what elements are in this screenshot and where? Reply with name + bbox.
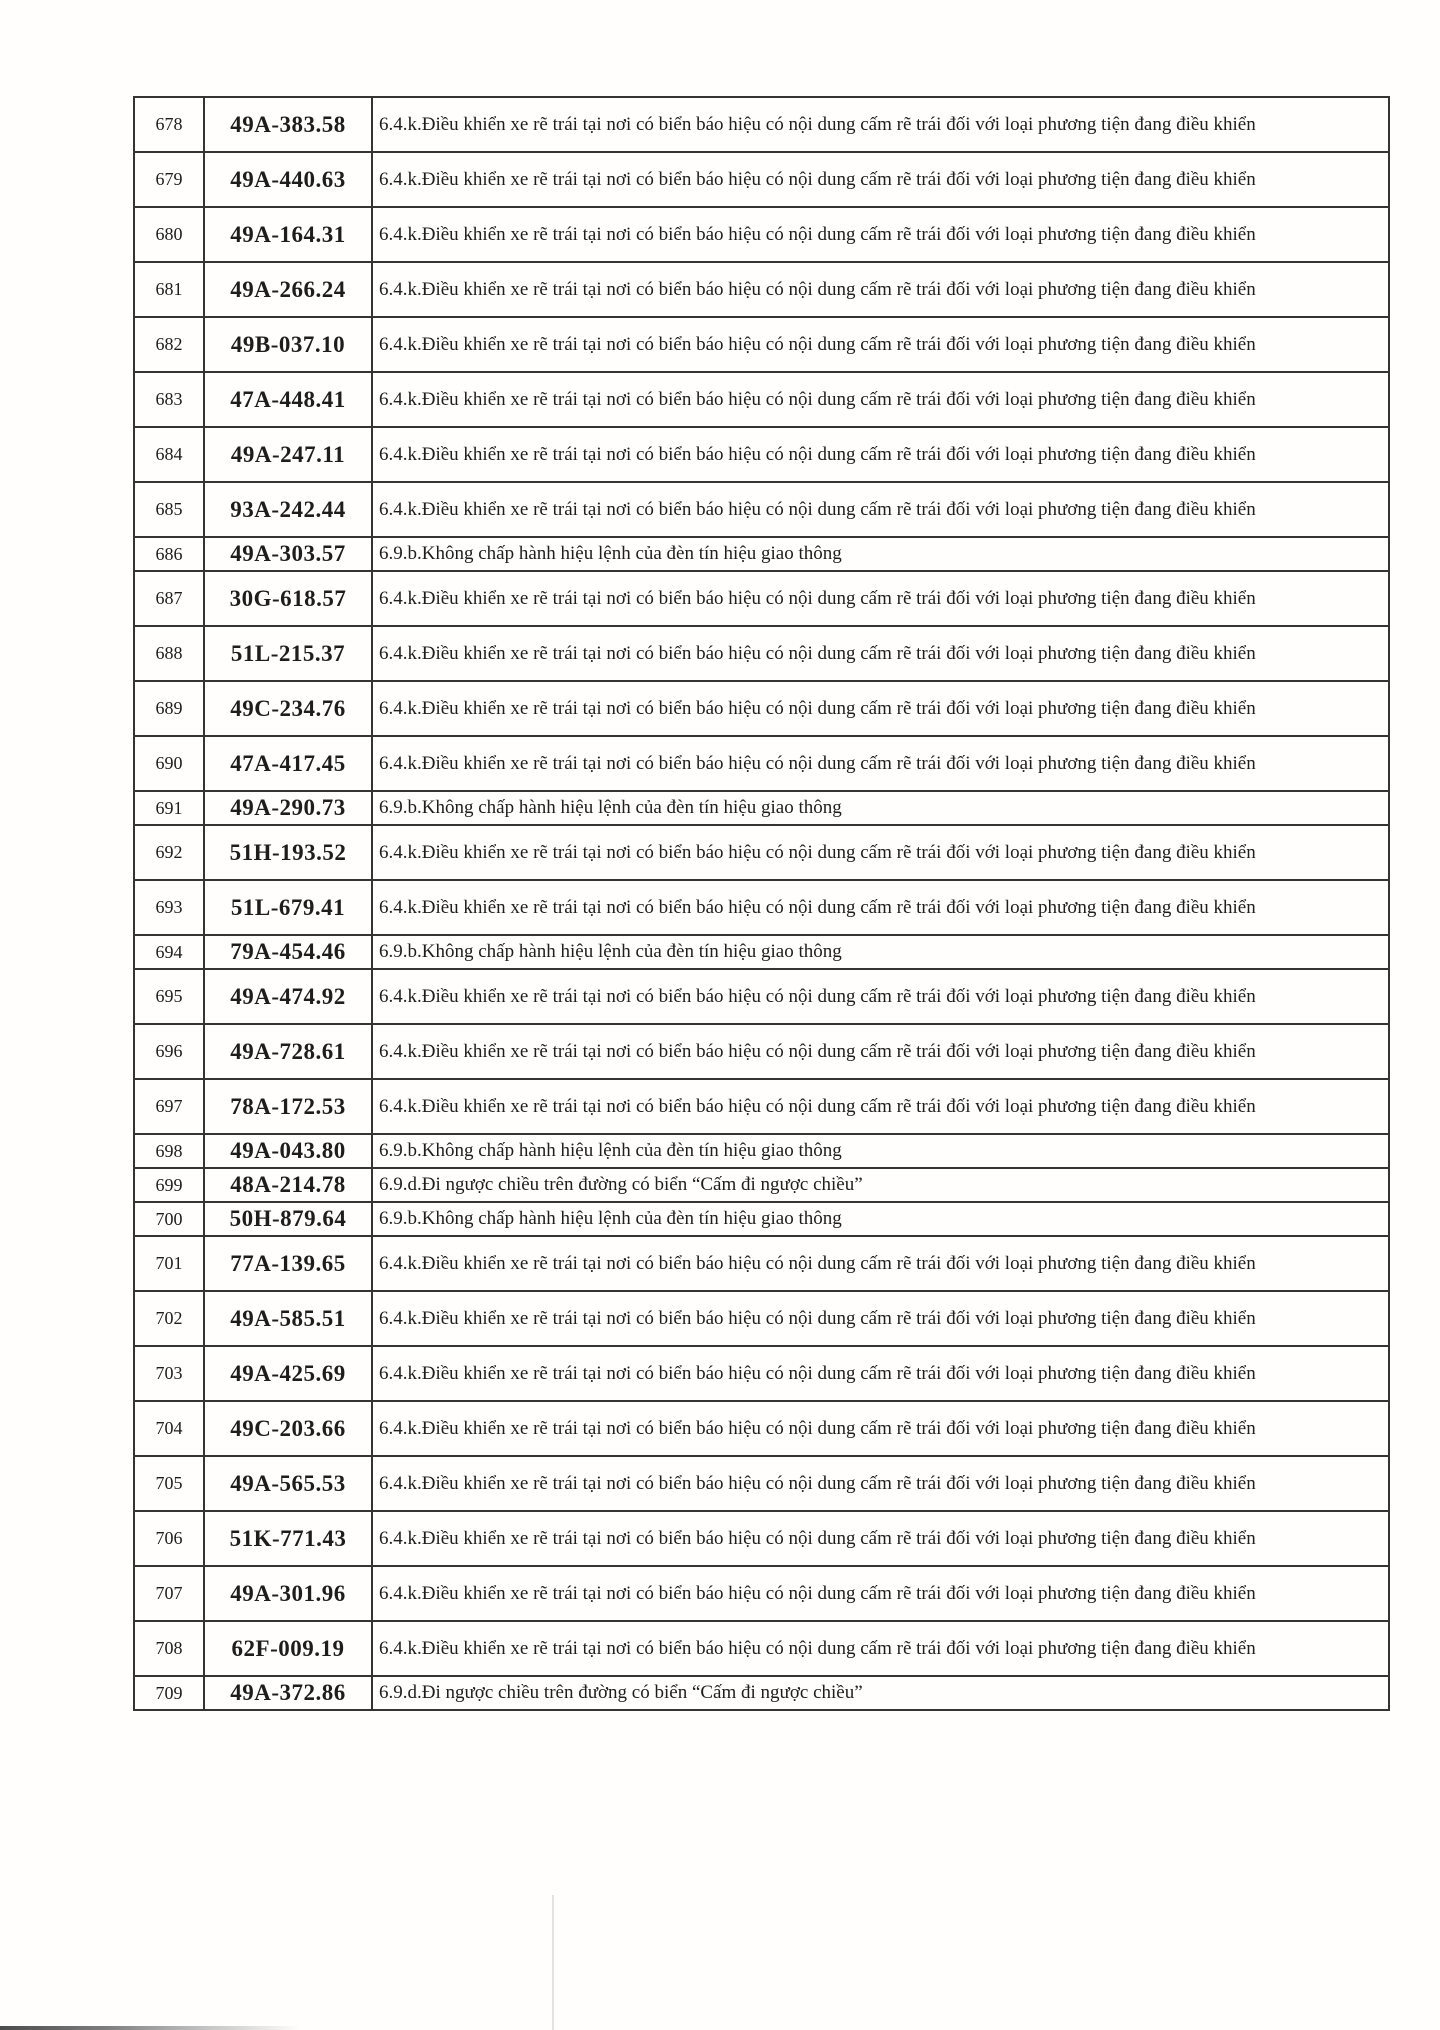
row-index-cell: 682	[134, 317, 204, 372]
table-row	[134, 880, 1389, 935]
violations-table	[133, 96, 1390, 1711]
violation-cell: 6.4.k.Điều khiển xe rẽ trái tại nơi có biển báo hiệu có nội dung cấm rẽ trái đối với loại phương tiện đang điều khiển	[372, 97, 1389, 152]
table-row	[134, 626, 1389, 681]
row-index-cell: 698	[134, 1134, 204, 1168]
violation-cell: 6.9.d.Đi ngược chiều trên đường có biển “Cấm đi ngược chiều”	[372, 1168, 1389, 1202]
plate-cell: 51H-193.52	[204, 825, 372, 880]
violation-cell: 6.4.k.Điều khiển xe rẽ trái tại nơi có biển báo hiệu có nội dung cấm rẽ trái đối với loại phương tiện đang điều khiển	[372, 626, 1389, 681]
violation-cell: 6.9.b.Không chấp hành hiệu lệnh của đèn tín hiệu giao thông	[372, 935, 1389, 969]
plate-cell: 51L-679.41	[204, 880, 372, 935]
row-index-cell: 695	[134, 969, 204, 1024]
table-row	[134, 571, 1389, 626]
row-index-cell: 704	[134, 1401, 204, 1456]
table-row	[134, 207, 1389, 262]
plate-cell: 93A-242.44	[204, 482, 372, 537]
row-index-cell: 709	[134, 1676, 204, 1710]
table-row	[134, 317, 1389, 372]
violation-cell: 6.9.b.Không chấp hành hiệu lệnh của đèn tín hiệu giao thông	[372, 537, 1389, 571]
plate-cell: 78A-172.53	[204, 1079, 372, 1134]
violation-cell: 6.4.k.Điều khiển xe rẽ trái tại nơi có biển báo hiệu có nội dung cấm rẽ trái đối với loại phương tiện đang điều khiển	[372, 825, 1389, 880]
row-index-cell: 686	[134, 537, 204, 571]
scan-fold-artifact	[552, 1895, 554, 2030]
table-row	[134, 1401, 1389, 1456]
row-index-cell: 691	[134, 791, 204, 825]
table-row	[134, 427, 1389, 482]
table-row	[134, 1236, 1389, 1291]
violation-cell: 6.4.k.Điều khiển xe rẽ trái tại nơi có biển báo hiệu có nội dung cấm rẽ trái đối với loại phương tiện đang điều khiển	[372, 880, 1389, 935]
row-index-cell: 684	[134, 427, 204, 482]
table-row	[134, 1291, 1389, 1346]
plate-cell: 49A-565.53	[204, 1456, 372, 1511]
row-index-cell: 697	[134, 1079, 204, 1134]
row-index-cell: 700	[134, 1202, 204, 1236]
row-index-cell: 693	[134, 880, 204, 935]
plate-cell: 49A-585.51	[204, 1291, 372, 1346]
violation-cell: 6.4.k.Điều khiển xe rẽ trái tại nơi có biển báo hiệu có nội dung cấm rẽ trái đối với loại phương tiện đang điều khiển	[372, 262, 1389, 317]
row-index-cell: 703	[134, 1346, 204, 1401]
plate-cell: 49A-043.80	[204, 1134, 372, 1168]
table-row	[134, 482, 1389, 537]
row-index-cell: 694	[134, 935, 204, 969]
table-row	[134, 537, 1389, 571]
violation-cell: 6.9.b.Không chấp hành hiệu lệnh của đèn tín hiệu giao thông	[372, 1202, 1389, 1236]
table-row	[134, 1621, 1389, 1676]
violation-cell: 6.4.k.Điều khiển xe rẽ trái tại nơi có biển báo hiệu có nội dung cấm rẽ trái đối với loại phương tiện đang điều khiển	[372, 1024, 1389, 1079]
row-index-cell: 678	[134, 97, 204, 152]
plate-cell: 51L-215.37	[204, 626, 372, 681]
table-row	[134, 372, 1389, 427]
plate-cell: 49A-425.69	[204, 1346, 372, 1401]
table-row	[134, 935, 1389, 969]
plate-cell: 49A-164.31	[204, 207, 372, 262]
table-row	[134, 1511, 1389, 1566]
row-index-cell: 683	[134, 372, 204, 427]
violation-cell: 6.4.k.Điều khiển xe rẽ trái tại nơi có biển báo hiệu có nội dung cấm rẽ trái đối với loại phương tiện đang điều khiển	[372, 1456, 1389, 1511]
violation-cell: 6.4.k.Điều khiển xe rẽ trái tại nơi có biển báo hiệu có nội dung cấm rẽ trái đối với loại phương tiện đang điều khiển	[372, 681, 1389, 736]
plate-cell: 49C-203.66	[204, 1401, 372, 1456]
plate-cell: 51K-771.43	[204, 1511, 372, 1566]
table-row	[134, 1024, 1389, 1079]
row-index-cell: 705	[134, 1456, 204, 1511]
row-index-cell: 679	[134, 152, 204, 207]
table-row	[134, 1566, 1389, 1621]
table-row	[134, 1134, 1389, 1168]
plate-cell: 79A-454.46	[204, 935, 372, 969]
table-row	[134, 97, 1389, 152]
row-index-cell: 696	[134, 1024, 204, 1079]
violation-cell: 6.4.k.Điều khiển xe rẽ trái tại nơi có biển báo hiệu có nội dung cấm rẽ trái đối với loại phương tiện đang điều khiển	[372, 207, 1389, 262]
violation-cell: 6.4.k.Điều khiển xe rẽ trái tại nơi có biển báo hiệu có nội dung cấm rẽ trái đối với loại phương tiện đang điều khiển	[372, 152, 1389, 207]
plate-cell: 49B-037.10	[204, 317, 372, 372]
violation-cell: 6.9.b.Không chấp hành hiệu lệnh của đèn tín hiệu giao thông	[372, 1134, 1389, 1168]
table-row	[134, 1456, 1389, 1511]
violation-cell: 6.4.k.Điều khiển xe rẽ trái tại nơi có biển báo hiệu có nội dung cấm rẽ trái đối với loại phương tiện đang điều khiển	[372, 1291, 1389, 1346]
table-row	[134, 1202, 1389, 1236]
row-index-cell: 688	[134, 626, 204, 681]
table-row	[134, 969, 1389, 1024]
plate-cell: 49A-372.86	[204, 1676, 372, 1710]
table-row	[134, 736, 1389, 791]
row-index-cell: 681	[134, 262, 204, 317]
table-row	[134, 1168, 1389, 1202]
row-index-cell: 701	[134, 1236, 204, 1291]
violation-cell: 6.4.k.Điều khiển xe rẽ trái tại nơi có biển báo hiệu có nội dung cấm rẽ trái đối với loại phương tiện đang điều khiển	[372, 969, 1389, 1024]
table-row	[134, 791, 1389, 825]
table-row	[134, 262, 1389, 317]
plate-cell: 49A-247.11	[204, 427, 372, 482]
plate-cell: 49A-290.73	[204, 791, 372, 825]
violation-cell: 6.4.k.Điều khiển xe rẽ trái tại nơi có biển báo hiệu có nội dung cấm rẽ trái đối với loại phương tiện đang điều khiển	[372, 571, 1389, 626]
table-row	[134, 1676, 1389, 1710]
row-index-cell: 692	[134, 825, 204, 880]
plate-cell: 50H-879.64	[204, 1202, 372, 1236]
plate-cell: 49A-303.57	[204, 537, 372, 571]
row-index-cell: 687	[134, 571, 204, 626]
violation-cell: 6.4.k.Điều khiển xe rẽ trái tại nơi có biển báo hiệu có nội dung cấm rẽ trái đối với loại phương tiện đang điều khiển	[372, 1621, 1389, 1676]
violation-cell: 6.4.k.Điều khiển xe rẽ trái tại nơi có biển báo hiệu có nội dung cấm rẽ trái đối với loại phương tiện đang điều khiển	[372, 482, 1389, 537]
plate-cell: 47A-448.41	[204, 372, 372, 427]
plate-cell: 49A-266.24	[204, 262, 372, 317]
violation-cell: 6.4.k.Điều khiển xe rẽ trái tại nơi có biển báo hiệu có nội dung cấm rẽ trái đối với loại phương tiện đang điều khiển	[372, 1401, 1389, 1456]
violation-cell: 6.9.b.Không chấp hành hiệu lệnh của đèn tín hiệu giao thông	[372, 791, 1389, 825]
plate-cell: 30G-618.57	[204, 571, 372, 626]
row-index-cell: 685	[134, 482, 204, 537]
table-row	[134, 152, 1389, 207]
table-row	[134, 825, 1389, 880]
row-index-cell: 689	[134, 681, 204, 736]
plate-cell: 49C-234.76	[204, 681, 372, 736]
plate-cell: 49A-383.58	[204, 97, 372, 152]
row-index-cell: 690	[134, 736, 204, 791]
plate-cell: 47A-417.45	[204, 736, 372, 791]
row-index-cell: 708	[134, 1621, 204, 1676]
table-row	[134, 681, 1389, 736]
violation-cell: 6.4.k.Điều khiển xe rẽ trái tại nơi có biển báo hiệu có nội dung cấm rẽ trái đối với loại phương tiện đang điều khiển	[372, 317, 1389, 372]
plate-cell: 49A-728.61	[204, 1024, 372, 1079]
plate-cell: 49A-440.63	[204, 152, 372, 207]
row-index-cell: 707	[134, 1566, 204, 1621]
violation-cell: 6.4.k.Điều khiển xe rẽ trái tại nơi có biển báo hiệu có nội dung cấm rẽ trái đối với loại phương tiện đang điều khiển	[372, 427, 1389, 482]
row-index-cell: 680	[134, 207, 204, 262]
table-row	[134, 1079, 1389, 1134]
plate-cell: 49A-474.92	[204, 969, 372, 1024]
plate-cell: 77A-139.65	[204, 1236, 372, 1291]
plate-cell: 48A-214.78	[204, 1168, 372, 1202]
violation-cell: 6.4.k.Điều khiển xe rẽ trái tại nơi có biển báo hiệu có nội dung cấm rẽ trái đối với loại phương tiện đang điều khiển	[372, 1566, 1389, 1621]
row-index-cell: 702	[134, 1291, 204, 1346]
violation-cell: 6.4.k.Điều khiển xe rẽ trái tại nơi có biển báo hiệu có nội dung cấm rẽ trái đối với loại phương tiện đang điều khiển	[372, 736, 1389, 791]
violation-cell: 6.4.k.Điều khiển xe rẽ trái tại nơi có biển báo hiệu có nội dung cấm rẽ trái đối với loại phương tiện đang điều khiển	[372, 1236, 1389, 1291]
row-index-cell: 699	[134, 1168, 204, 1202]
violation-cell: 6.4.k.Điều khiển xe rẽ trái tại nơi có biển báo hiệu có nội dung cấm rẽ trái đối với loại phương tiện đang điều khiển	[372, 1511, 1389, 1566]
row-index-cell: 706	[134, 1511, 204, 1566]
violation-cell: 6.4.k.Điều khiển xe rẽ trái tại nơi có biển báo hiệu có nội dung cấm rẽ trái đối với loại phương tiện đang điều khiển	[372, 372, 1389, 427]
violation-cell: 6.4.k.Điều khiển xe rẽ trái tại nơi có biển báo hiệu có nội dung cấm rẽ trái đối với loại phương tiện đang điều khiển	[372, 1079, 1389, 1134]
table-row	[134, 1346, 1389, 1401]
scan-edge-artifact	[0, 2026, 300, 2030]
violation-cell: 6.9.d.Đi ngược chiều trên đường có biển “Cấm đi ngược chiều”	[372, 1676, 1389, 1710]
plate-cell: 62F-009.19	[204, 1621, 372, 1676]
violations-table-body	[134, 97, 1389, 1710]
plate-cell: 49A-301.96	[204, 1566, 372, 1621]
violation-cell: 6.4.k.Điều khiển xe rẽ trái tại nơi có biển báo hiệu có nội dung cấm rẽ trái đối với loại phương tiện đang điều khiển	[372, 1346, 1389, 1401]
